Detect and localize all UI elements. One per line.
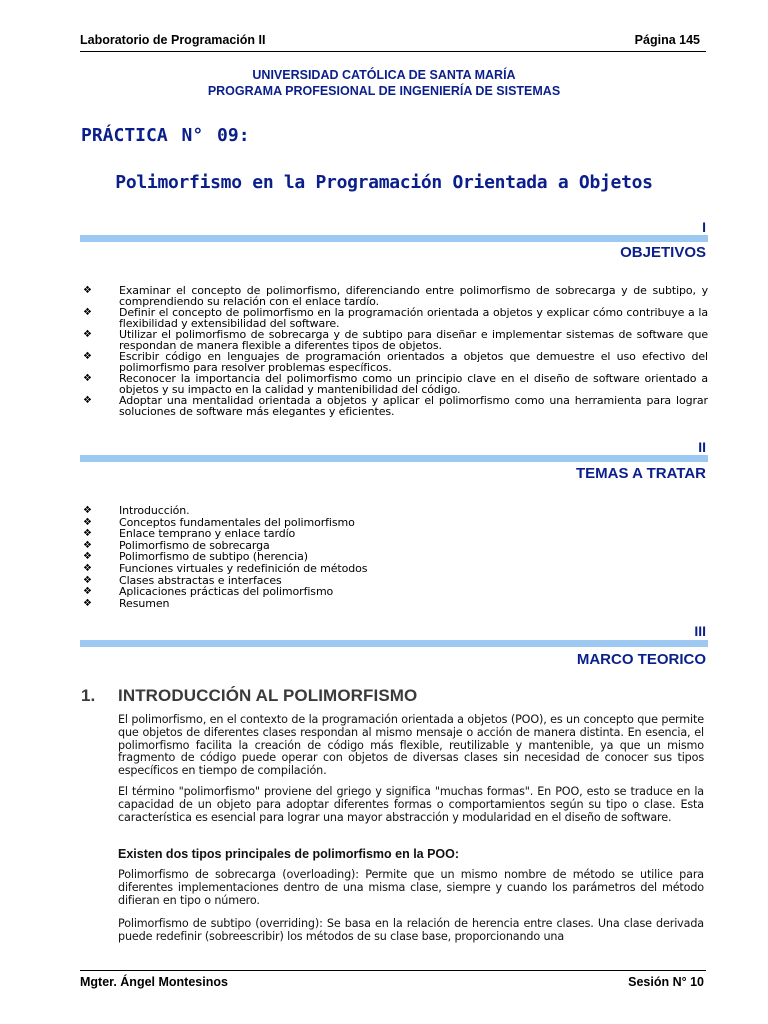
diamond-bullet-icon: ❖ (83, 574, 92, 586)
diamond-bullet-icon: ❖ (83, 528, 92, 540)
paragraph-term: El término "polimorfismo" proviene del griego y significa "muchas formas". En POO, esto se traduce en la capacidad de un objeto para adoptar diferentes formas o comportamientos según su tipo o clase. Esta característica es esencial para lograr una mayor abstracción y modularidad en el diseño de software. (118, 785, 704, 824)
list-item: ❖ Polimorfismo de subtipo (herencia) (83, 550, 308, 564)
list-item: ❖ Escribir código en lenguajes de programación orientados a objetos que demuestre el uso efectivo del polimorfismo para resolver problemas específicos. (83, 350, 708, 374)
diamond-bullet-icon: ❖ (83, 329, 92, 340)
diamond-bullet-icon: ❖ (83, 373, 92, 384)
diamond-bullet-icon: ❖ (83, 597, 92, 609)
paragraph-overriding: Polimorfismo de subtipo (overriding): Se basa en la relación de herencia entre clases. Una clase derivada puede redefinir (sobreescribir) los métodos de su clase base, proporcionando una (118, 917, 704, 943)
header-page-number: Página 145 (634, 33, 700, 47)
header-course: Laboratorio de Programación II (80, 33, 266, 47)
list-item: ❖ Enlace temprano y enlace tardío (83, 527, 296, 541)
paragraph-types-heading: Existen dos tipos principales de polimorfismo en la POO: (118, 847, 460, 861)
list-item: ❖ Polimorfismo de sobrecarga (83, 538, 270, 552)
list-item: ❖ Clases abstractas e interfaces (83, 573, 282, 587)
objectives-list (80, 285, 708, 417)
diamond-bullet-icon: ❖ (83, 551, 92, 563)
practice-label: PRÁCTICA N° 09: (81, 125, 250, 146)
diamond-bullet-icon: ❖ (83, 562, 92, 574)
diamond-bullet-icon: ❖ (83, 351, 92, 362)
footer-author: Mgter. Ángel Montesinos (80, 975, 228, 989)
section-divider-1 (80, 235, 708, 242)
list-item: ❖ Funciones virtuales y redefinición de métodos (83, 561, 368, 575)
university-name: UNIVERSIDAD CATÓLICA DE SANTA MARÍA (252, 68, 516, 82)
section-title-objetivos: OBJETIVOS (620, 244, 706, 261)
diamond-bullet-icon: ❖ (83, 539, 92, 551)
diamond-bullet-icon: ❖ (83, 285, 92, 296)
list-item: ❖ Examinar el concepto de polimorfismo, diferenciando entre polimorfismo de sobrecarga y de subtipo, y comprendiendo su relación con el enlace tardío. (83, 284, 708, 308)
list-item: ❖ Resumen (83, 596, 170, 610)
diamond-bullet-icon: ❖ (83, 307, 92, 318)
paragraph-intro: El polimorfismo, en el contexto de la programación orientada a objetos (POO), es un concepto que permite que objetos de diferentes clases respondan al mismo mensaje o acción de manera distinta. En esencia, el polimorfismo facilita la creación de código más flexible, reutilizable y mantenible, ya que un mismo fragmento de código puede operar con objetos de diversas clases sin necesidad de conocer sus tipos específicos en tiempo de compilación. (118, 713, 704, 778)
diamond-bullet-icon: ❖ (83, 395, 92, 406)
section-number-2: II (698, 439, 706, 455)
list-item: ❖ Conceptos fundamentales del polimorfismo (83, 515, 355, 529)
paragraph-overloading: Polimorfismo de sobrecarga (overloading): Permite que un mismo nombre de método se utilice para diferentes implementaciones dentro de una misma clase, siempre y cuando los parámetros del método difieran en tipo o número. (118, 868, 704, 907)
list-item: ❖ Reconocer la importancia del polimorfismo como un principio clave en el diseño de software orientado a objetos y su impacto en la calidad y mantenibilidad del código. (83, 372, 708, 396)
footer-session: Sesión N° 10 (628, 975, 704, 989)
chapter-number: 1. (81, 686, 96, 705)
diamond-bullet-icon: ❖ (83, 505, 92, 516)
list-item: ❖ Utilizar el polimorfismo de sobrecarga y de subtipo para diseñar e implementar sistemas de software que respondan de manera flexible a diferentes tipos de objetos. (83, 328, 708, 352)
list-item: ❖ Aplicaciones prácticas del polimorfismo (83, 585, 334, 599)
topics-list (80, 505, 708, 609)
diamond-bullet-icon: ❖ (83, 516, 92, 528)
header-rule (80, 51, 706, 52)
section-number-1: I (702, 219, 706, 235)
list-item: ❖ Definir el concepto de polimorfismo en la programación orientada a objetos y explicar cómo contribuye a la flexibilidad y extensibilidad del software. (83, 306, 708, 330)
list-item: ❖ Introducción. (83, 504, 190, 517)
practice-title: Polimorfismo en la Programación Orientada a Objetos (115, 172, 653, 193)
chapter-title: INTRODUCCIÓN AL POLIMORFISMO (118, 686, 418, 705)
section-divider-2 (80, 455, 708, 462)
section-divider-3 (80, 640, 708, 647)
footer-rule (80, 970, 706, 971)
list-item: ❖ Adoptar una mentalidad orientada a objetos y aplicar el polimorfismo como una herramienta para lograr soluciones de software más elegantes y eficientes. (83, 394, 708, 418)
program-name: PROGRAMA PROFESIONAL DE INGENIERÍA DE SISTEMAS (207, 84, 561, 98)
diamond-bullet-icon: ❖ (83, 586, 92, 598)
section-number-3: III (694, 623, 706, 639)
section-title-marco-teorico: MARCO TEORICO (576, 651, 706, 668)
section-title-temas: TEMAS A TRATAR (576, 465, 706, 482)
